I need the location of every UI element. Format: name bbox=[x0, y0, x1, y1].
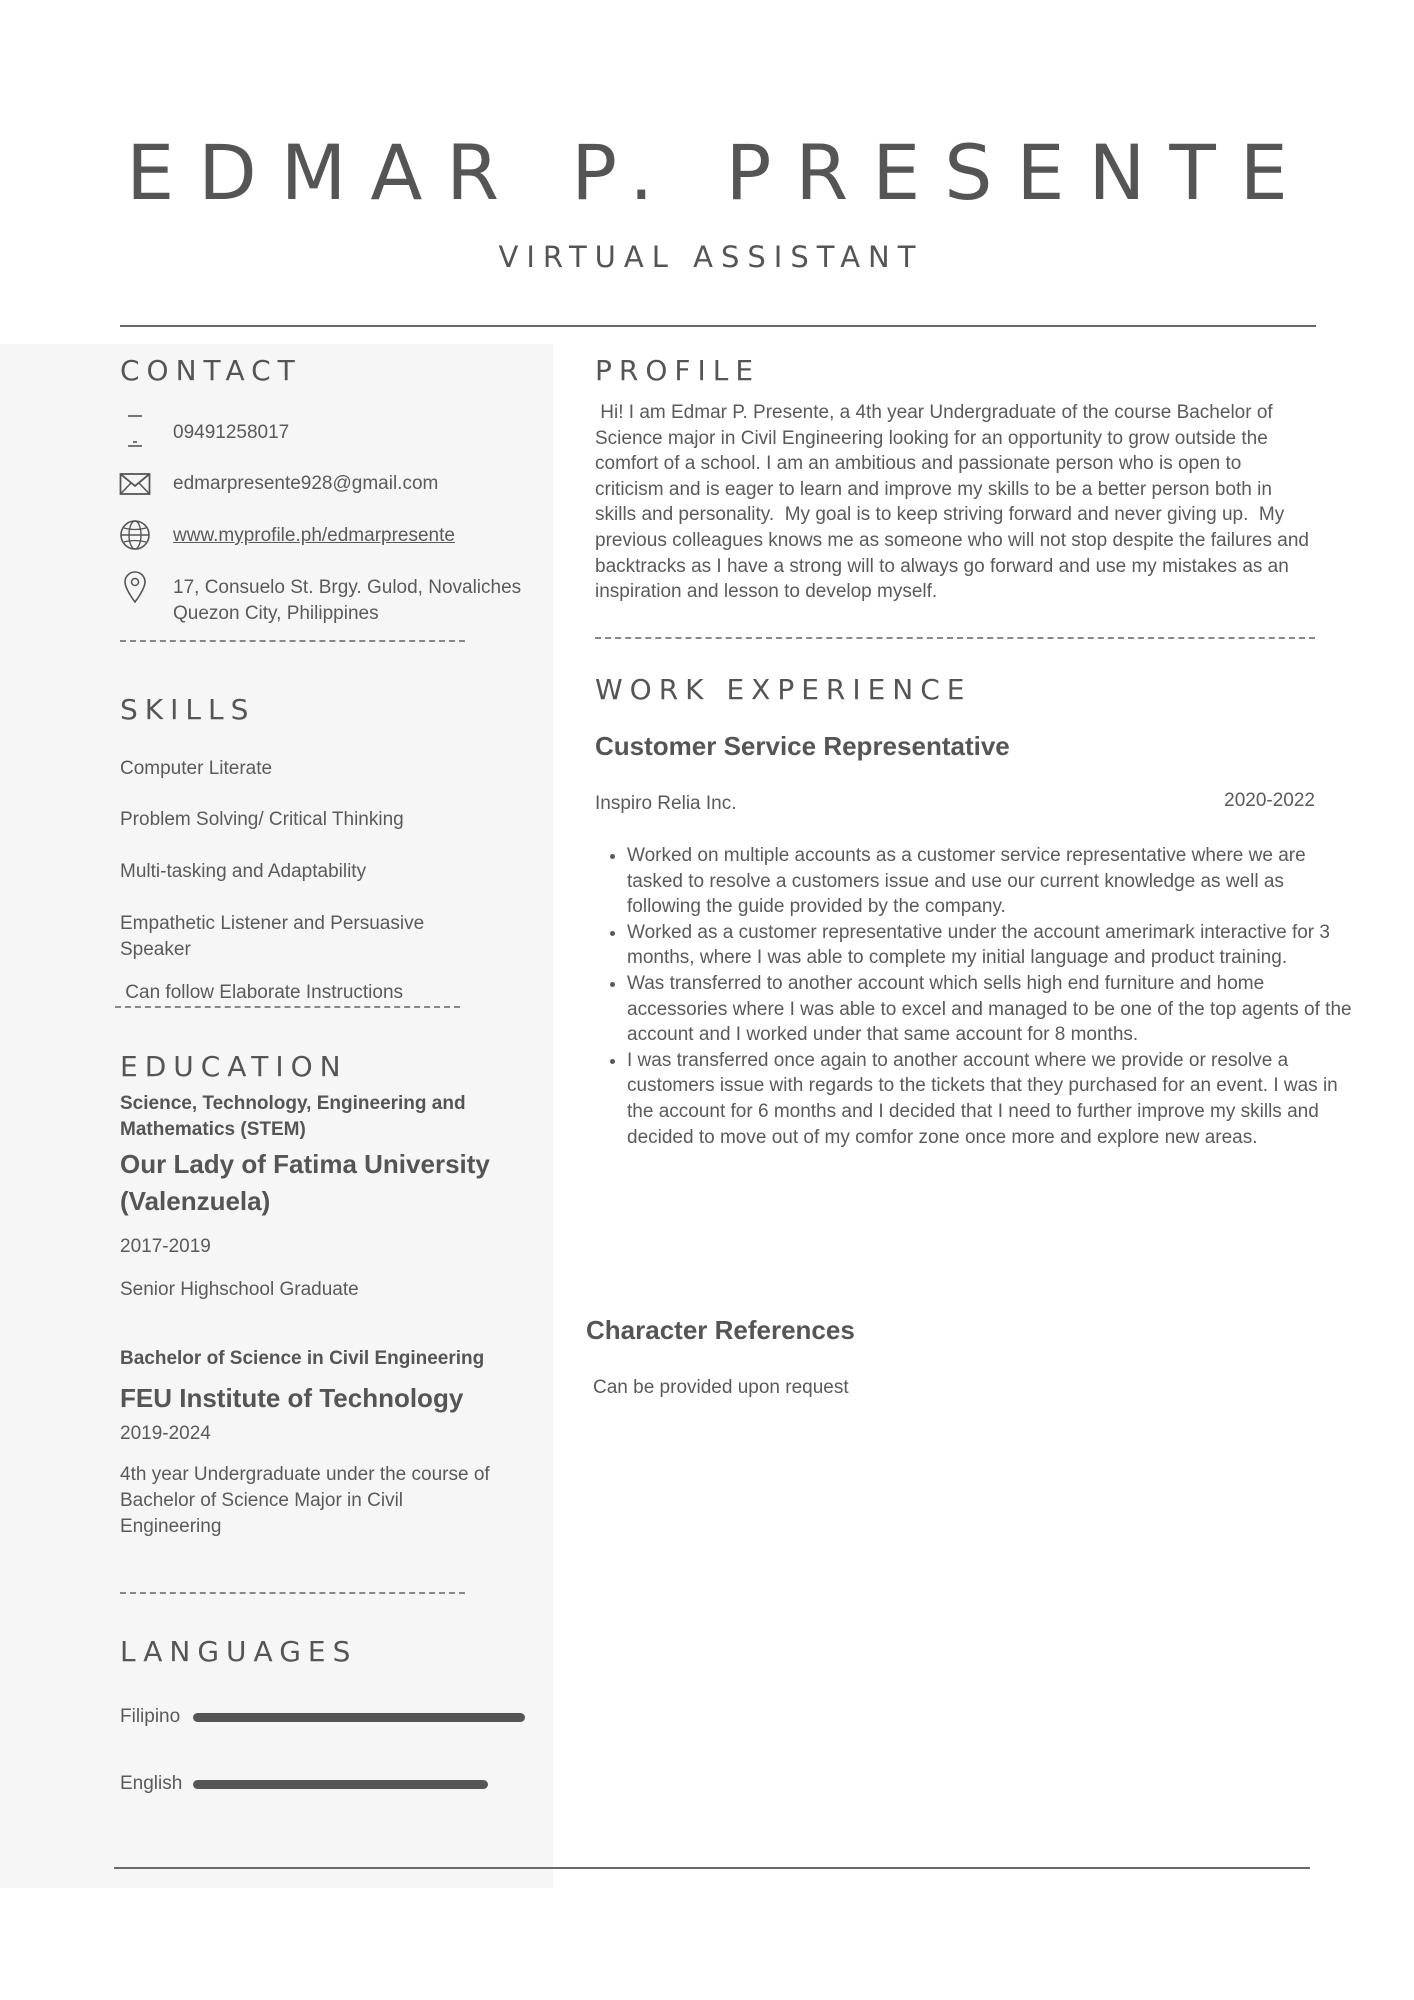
language-name: English bbox=[120, 1773, 183, 1794]
work-company: Inspiro Relia Inc. bbox=[595, 793, 737, 814]
contact-email[interactable]: edmarpresente928@gmail.com bbox=[173, 473, 439, 494]
contact-heading: CONTACT bbox=[120, 354, 302, 387]
mail-icon bbox=[118, 467, 152, 501]
education-field: Science, Technology, Engineering and Mathematics (STEM) bbox=[120, 1093, 466, 1140]
education-field: Bachelor of Science in Civil Engineering bbox=[120, 1348, 485, 1369]
skill-item: Empathetic Listener and Persuasive Speaker bbox=[120, 913, 425, 960]
skills-divider bbox=[115, 1006, 460, 1008]
skills-heading: SKILLS bbox=[120, 693, 256, 726]
work-bullet-list bbox=[595, 843, 1357, 1150]
profile-text: Hi! I am Edmar P. Presente, a 4th year Undergraduate of the course Bachelor of Science major in Civil Engineering looking for an opportunity to grow outside the comfort of a school. I am an ambitious and passionate person who is open to criticism and is eager to learn and improve my skills to be a better person both in skills and personality. My goal is to keep striving forward and never giving up. My previous colleagues knows me as someone who will not stop despite the failures and backtracks as I have a strong will to always go forward and use my mistakes as an inspiration and lesson to develop myself. bbox=[595, 402, 1315, 603]
language-bar-track bbox=[193, 1780, 525, 1789]
work-job-title: Customer Service Representative bbox=[595, 731, 1010, 761]
work-bullet: • I was transferred once again to another account where we provide or resolve a customers issue with regards to the tickets that they purchased for an event. I was in the account for 6 months and I decided that I need to further improve my skills and decided to move out of my comfor zone once more and explore new areas. bbox=[627, 1048, 1357, 1150]
skill-item: Problem Solving/ Critical Thinking bbox=[120, 809, 404, 830]
education-divider bbox=[120, 1592, 465, 1594]
references-heading: Character References bbox=[586, 1315, 855, 1345]
footer-divider bbox=[114, 1867, 1310, 1869]
contact-website-link[interactable]: www.myprofile.ph/edmarpresente bbox=[173, 525, 455, 546]
education-heading: EDUCATION bbox=[120, 1050, 348, 1083]
work-heading: WORK EXPERIENCE bbox=[595, 673, 972, 706]
education-school: Our Lady of Fatima University (Valenzuela) bbox=[120, 1149, 490, 1216]
skill-item: Computer Literate bbox=[120, 758, 273, 779]
education-years: 2019-2024 bbox=[120, 1423, 211, 1444]
location-pin-icon bbox=[118, 570, 152, 604]
languages-heading: LANGUAGES bbox=[120, 1635, 358, 1668]
contact-address-line1: 17, Consuelo St. Brgy. Gulod, Novaliches bbox=[173, 577, 522, 598]
language-name: Filipino bbox=[120, 1706, 181, 1727]
work-bullet: • Worked on multiple accounts as a customer service representative where we are tasked to resolve a customers issue and use our current knowledge as well as following the guide provided by the company. bbox=[627, 843, 1357, 920]
language-level-bar bbox=[193, 1713, 525, 1722]
skill-item: Multi-tasking and Adaptability bbox=[120, 861, 367, 882]
work-bullet: • Worked as a customer representative under the account amerimark interactive for 3 months, where I was able to complete my initial language and product training. bbox=[627, 920, 1357, 971]
language-bar-track bbox=[193, 1713, 525, 1722]
education-note: 4th year Undergraduate under the course of Bachelor of Science Major in Civil Engineering bbox=[120, 1464, 490, 1537]
globe-icon bbox=[118, 518, 152, 552]
education-years: 2017-2019 bbox=[120, 1236, 211, 1257]
contact-divider bbox=[120, 640, 465, 642]
education-school: FEU Institute of Technology bbox=[120, 1383, 464, 1413]
contact-phone: 09491258017 bbox=[173, 422, 290, 443]
work-bullet: • Was transferred to another account which sells high end furniture and home accessories where I was able to excel and managed to be one of the top agents of the account and I worked under that same account for 8 months. bbox=[627, 971, 1357, 1048]
references-text: Can be provided upon request bbox=[593, 1377, 849, 1398]
header-divider bbox=[120, 325, 1316, 327]
work-years: 2020-2022 bbox=[1224, 790, 1315, 811]
contact-address-line2: Quezon City, Philippines bbox=[173, 603, 379, 624]
resume-name: EDMAR P. PRESENTE bbox=[126, 128, 1312, 217]
skill-item: Can follow Elaborate Instructions bbox=[120, 982, 404, 1003]
phone-icon bbox=[118, 414, 152, 448]
profile-divider bbox=[595, 637, 1315, 639]
resume-job-title: VIRTUAL ASSISTANT bbox=[498, 240, 924, 274]
education-note: Senior Highschool Graduate bbox=[120, 1279, 359, 1300]
profile-heading: PROFILE bbox=[595, 354, 761, 387]
language-level-bar bbox=[193, 1780, 488, 1789]
